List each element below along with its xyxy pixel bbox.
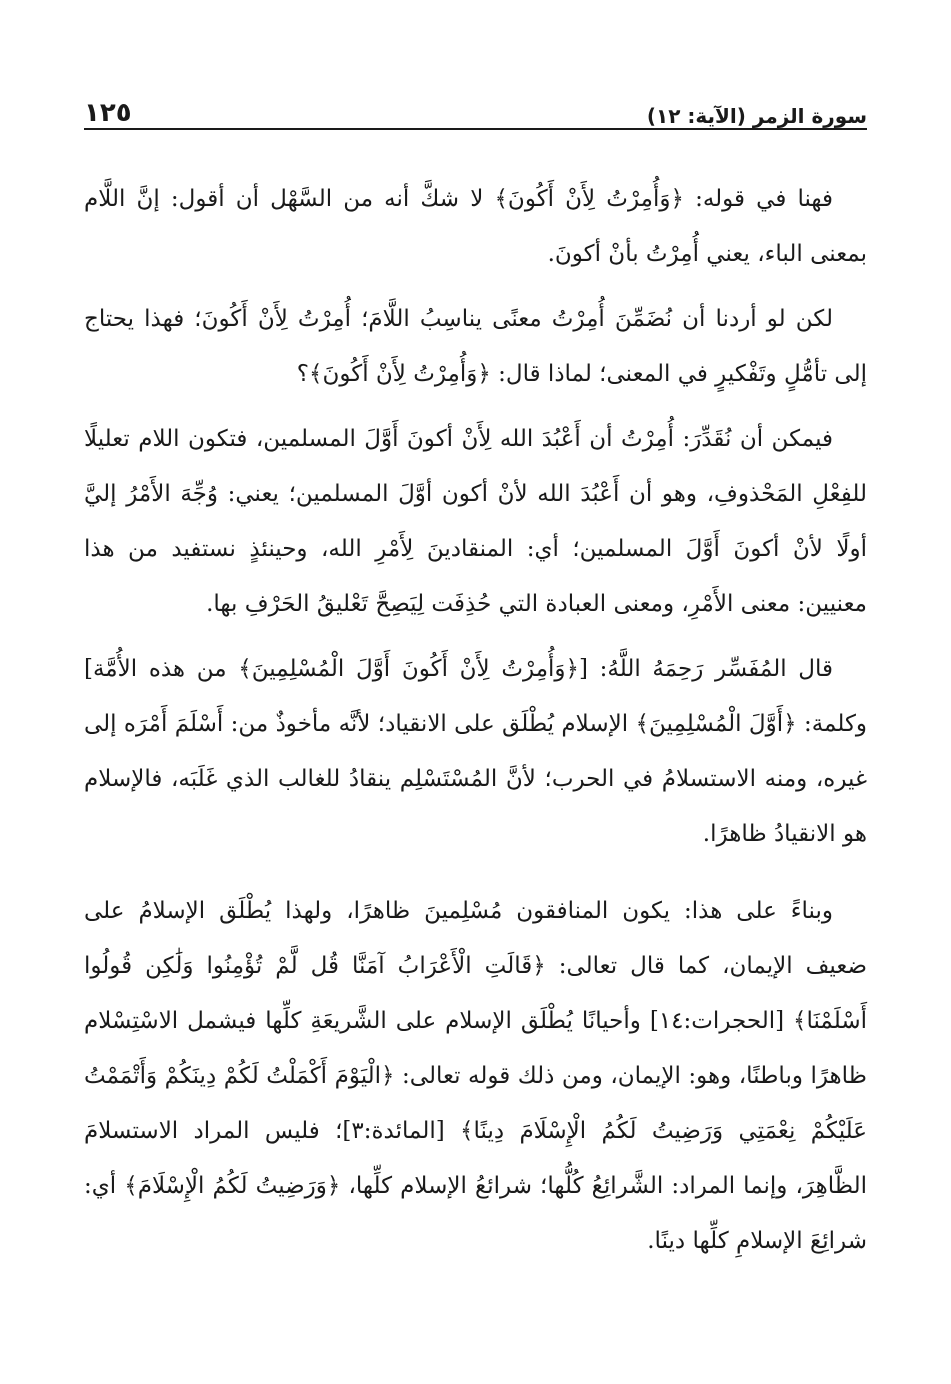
paragraph: وبناءً على هذا: يكون المنافقون مُسْلِمينَ ظاهرًا، ولهذا يُطْلَق الإسلامُ على ضعيف الإيمان، كما قال تعالى: ﴿قَالَتِ الْأَعْرَابُ آمَنَّا قُل لَّمْ تُؤْمِنُوا وَلَٰكِن قُولُوا أَسْلَمْنَا﴾ [الحجرات:١٤] وأحيانًا يُطْلَق الإسلام على الشَّريعَةِ كلِّها فيشمل الاسْتِسْلام ظاهرًا وباطنًا، وهو: الإيمان، ومن ذلك قوله تعالى: ﴿الْيَوْمَ أَكْمَلْتُ لَكُمْ دِينَكُمْ وَأَتْمَمْتُ عَلَيْكُمْ نِعْمَتِي وَرَضِيتُ لَكُمُ الْإِسْلَامَ دِينًا﴾ [المائدة:٣]؛ فليس المراد الاستسلامَ الظَّاهِرَ، وإنما المراد: الشَّرائِعُ كُلُّها؛ شرائعُ الإسلام كلِّها، ﴿وَرَضِيتُ لَكُمُ الْإِسْلَامَ﴾ أي: شرائِعَ الإسلامِ كلِّها دينًا.	[84, 898, 868, 1254]
surah-title: سورة الزمر (الآية: ١٢)	[646, 104, 867, 128]
paragraph: لكن لو أردنا أن نُضَمِّنَ أُمِرْتُ معنًى يناسِبُ اللَّامَ؛ أُمِرْتُ لِأَنْ أَكُونَ؛ فهذا يحتاج إلى تأمُّلٍ وتَفْكيرٍ في المعنى؛ لماذا قال: ﴿وَأُمِرْتُ لِأَنْ أَكُونَ﴾؟	[84, 306, 867, 387]
header-rule	[84, 128, 867, 130]
page-header	[84, 88, 867, 128]
page-number: ١٢٥	[84, 98, 132, 128]
paragraph: فيمكن أن نُقَدِّرَ: أُمِرْتُ أن أَعْبُدَ الله لِأَنْ أكونَ أَوَّلَ المسلمين، فتكون اللام تعليلًا للفِعْلِ المَحْذوفِ، وهو أن أَعْبُدَ الله لأنْ أكون أوَّلَ المسلمين؛ يعني: وُجِّهَ الأَمْرُ إليَّ أولًا لأنْ أكونَ أَوَّلَ المسلمين؛ أي: المنقادينَ لِأَمْرِ الله، وحينئذٍ نستفيد من هذا معنيين: معنى الأَمْرِ، ومعنى العبادة التي حُذِفَت لِيَصِحَّ تَعْليقُ الحَرْفِ بها.	[84, 426, 867, 617]
page-body	[84, 172, 867, 1279]
paragraph: فهنا في قوله: ﴿وَأُمِرْتُ لِأَنْ أَكُونَ﴾ لا شكَّ أنه من السَّهْل أن أقول: إنَّ اللَّام بمعنى الباء، يعني أُمِرْتُ بأنْ أكونَ.	[84, 186, 867, 267]
paragraph: قال المُفَسِّر رَحِمَهُ اللَّهُ: [﴿وَأُمِرْتُ لِأَنْ أَكُونَ أَوَّلَ الْمُسْلِمِينَ﴾ من هذه الأُمَّة] وكلمة: ﴿أَوَّلَ الْمُسْلِمِينَ﴾ الإسلام يُطْلَق على الانقياد؛ لأنَّه مأخوذٌ من: أَسْلَمَ أَمْرَه إلى غيره، ومنه الاستسلامُ في الحرب؛ لأنَّ المُسْتَسْلِم ينقادُ للغالب الذي غَلَبَه، فالإسلام هو الانقيادُ ظاهرًا.	[84, 656, 867, 847]
